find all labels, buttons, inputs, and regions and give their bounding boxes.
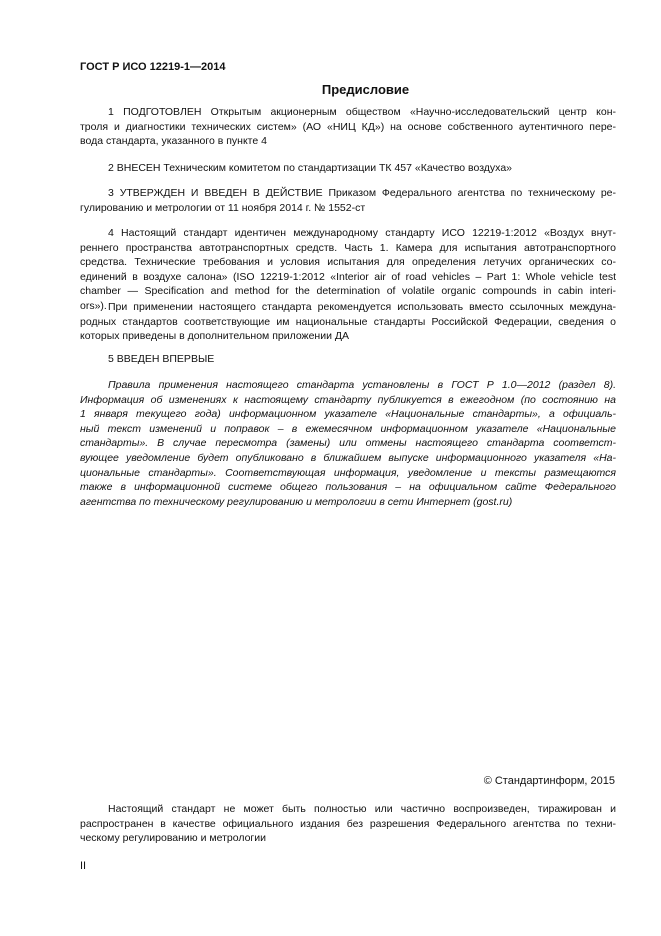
text-line: стандарты». В случае пересмотра (замены) или отмены настоящего стандарта соответст- [80,437,616,450]
text-line: 1 ПОДГОТОВЛЕН Открытым акционерным обществом «Научно-исследовательский центр кон- [108,106,616,118]
page-title: Предисловие [321,82,410,97]
page-number: II [80,860,87,872]
text-line: вода стандарта, указанного в пункте 4 [80,135,267,148]
text-line: единений в воздухе салона» (ISO 12219-1:2012 «Interior air of road vehicles – Part 1: Whole vehicle test [80,270,616,283]
paragraph-introduced-by [80,161,616,176]
text-line: Информация об изменениях к настоящему стандарту публикуется в ежегодном (по состоянию на [80,393,616,406]
paragraph-prepared-by [80,105,616,149]
text-line: которых приведены в дополнительном приложении ДА [80,330,349,343]
text-line: 1 января текущего года) информационном указателе «Национальные стандарты», а официаль- [80,408,616,421]
text-line: Настоящий стандарт не может быть полностью или частично воспроизведен, тиражирован и [108,803,616,815]
paragraph-application-rules [80,378,616,509]
text-line: распространен в качестве официального издания без разрешения Федерального агентства по техни- [80,817,616,830]
text-line: chamber — Specification and method for the determination of volatile organic compounds in cabin interi- [80,285,616,298]
text-line: вующее уведомление будет опубликовано в ближайшем выпуске информационного указателя «На- [80,451,616,464]
text-line: ческому регулированию и метрологии [80,832,266,845]
text-line: циональные стандарты». Соответствующая информация, уведомление и тексты размещаются [80,466,616,479]
text-line: 3 УТВЕРЖДЕН И ВВЕДЕН В ДЕЙСТВИЕ Приказом Федерального агентства по техническому ре- [108,187,616,199]
text-line: родных стандартов соответствующие им национальные стандарты Российской Федерации, сведения о [80,315,616,328]
text-line: ors»). [80,299,107,312]
paragraph-introduced-first [80,352,616,367]
text-line: 4 Настоящий стандарт идентичен международному стандарту ИСО 12219-1:2012 «Воздух внут- [108,227,616,239]
text-line: реннего пространства автотранспортных средств. Часть 1. Камера для испытания автотранспортного [80,241,616,254]
text-line: также в информационной системе общего пользования – на официальном сайте Федерального [80,481,616,494]
text-line: Правила применения настоящего стандарта установлены в ГОСТ Р 1.0—2012 (раздел 8). [108,379,616,391]
text-line: агентства по техническому регулированию и метрологии в сети Интернет (gost.ru) [80,495,513,508]
text-line: гулированию и метрологии от 11 ноября 2014 г. № 1552-ст [80,201,366,214]
copyright-notice: © Стандартинформ, 2015 [483,775,615,787]
text-line: 2 ВНЕСЕН Техническим комитетом по стандартизации ТК 457 «Качество воздуха» [108,162,512,174]
document-header: ГОСТ Р ИСО 12219-1—2014 [80,61,226,73]
text-line: троля и диагностики технических систем» (АО «НИЦ КД») на основе собственного аутентичного пере- [80,120,616,133]
text-line: При применении настоящего стандарта рекомендуется использовать вместо ссылочных междуна- [108,301,616,313]
paragraph-reproduction-notice [80,802,616,846]
text-line: средства. Технические требования и условия испытания для определения летучих органических со- [80,256,616,269]
text-line: ный текст изменений и поправок – в ежемесячном информационном указателе «Национальные [80,422,616,435]
paragraph-approved [80,186,616,215]
paragraph-application [80,300,616,344]
text-line: 5 ВВЕДЕН ВПЕРВЫЕ [108,353,215,365]
